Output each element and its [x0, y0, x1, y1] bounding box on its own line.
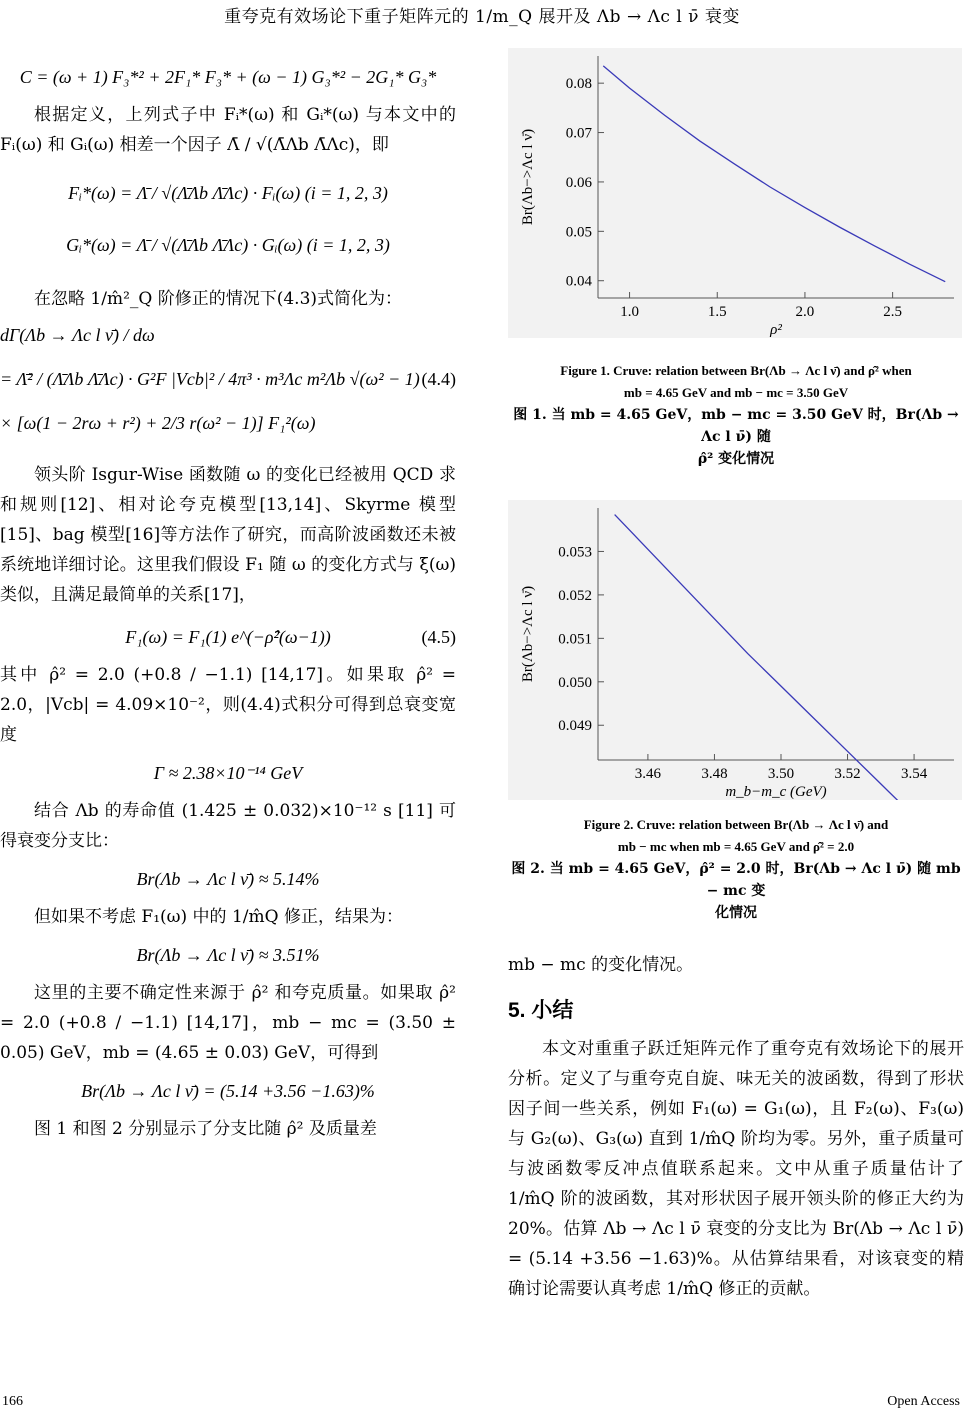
- chart-1-y-tick-label: 0.052: [558, 587, 592, 604]
- chart-0-x-tick-label: 2.5: [883, 304, 902, 320]
- chart-1-x-axis-label: m_b−m_c (GeV): [725, 784, 827, 800]
- chart-1-x-tick-label: 3.52: [834, 766, 861, 782]
- chart-1-y-tick-label: 0.050: [558, 674, 592, 691]
- equation-number-4-5: (4.5): [421, 627, 456, 647]
- figure-1-caption-en-line2: mb = 4.65 GeV and mb − mc = 3.50 GeV: [623, 385, 849, 400]
- equation-gamma: Γ ≈ 2.38×10⁻¹⁴ GeV: [153, 763, 303, 783]
- figure-1-plot: [508, 48, 962, 338]
- paragraph-isgur-wise: 领头阶 Isgur-Wise 函数随 ω 的变化已经被用 QCD 求和规则[12]、相对论夸克模型[13,14]、Skyrme 模型[15]、bag 模型[16]等方法作了研究，而高阶波函数还未被系统地详细讨论。这里我们假设 F₁ 随 ω 的变化方式与 ξ(ω) 类似，且满足最简单的关系[17]，: [0, 465, 456, 605]
- chart-1-x-tick-label: 3.54: [900, 766, 928, 782]
- figure-1-chart: [508, 48, 962, 338]
- chart-0-x-tick-label: 2.0: [795, 304, 815, 320]
- figure-1-caption-zh-line1: 图 1. 当 mb = 4.65 GeV，mb − mc = 3.50 GeV 时，Br(Λb → Λc l ν̄) 随: [513, 407, 959, 445]
- chart-0-y-tick-label: 0.08: [565, 76, 592, 93]
- equation-4-4-line1: dΓ(Λb → Λc l ν̄) / dω: [0, 325, 155, 345]
- equation-4-5: [0, 624, 456, 650]
- paragraph-lifetime: 结合 Λb 的寿命值 (1.425 ± 0.032)×10⁻¹² s [11] 可得衰变分支比：: [0, 801, 456, 851]
- equation-4-4-body: = Λ̄² / (Λ̄Λb Λ̄Λc) · G²F |Vcb|² / 4π³ · m³Λc m²Λb √(ω² − 1): [0, 369, 420, 389]
- figure-2-caption-zh-line2: 化情况: [715, 905, 757, 921]
- paragraph-uncertainty: 这里的主要不确定性来源于 ρ̂² 和夸克质量。如果取 ρ̂² = 2.0 (+0.8 / −1.1) [14,17]，mb − mc = (3.50 ± 0.05) GeV，mb = (4.65 ± 0.03) GeV，可得到: [0, 983, 456, 1063]
- figure-2-caption-zh-line1: 图 2. 当 mb = 4.65 GeV，ρ̂² = 2.0 时，Br(Λb → Λc l ν̄) 随 mb − mc 变: [511, 861, 961, 899]
- equation-branching-ratio-3: Br(Λb → Λc l ν̄) = (5.14 +3.56 −1.63)%: [81, 1081, 375, 1101]
- figure-2-chart: [508, 500, 962, 800]
- paragraph-figures: 图 1 和图 2 分别显示了分支比随 ρ̂² 及质量差: [34, 1119, 377, 1139]
- chart-0-y-tick-label: 0.06: [565, 174, 592, 191]
- chart-1-y-tick-label: 0.049: [558, 718, 592, 735]
- figure-1-caption-en-line1: Figure 1. Cruve: relation between Br(Λb → Λc l ν̄) and ρ̂² when: [560, 363, 912, 378]
- figure-2-plot: [508, 500, 962, 800]
- equation-c: C = (ω + 1) F₃*² + 2F₁* F₃* + (ω − 1) G₃*² − 2G₁* G₃*: [19, 67, 437, 87]
- chart-1-y-tick-label: 0.053: [558, 544, 592, 561]
- chart-1-x-tick-label: 3.48: [701, 766, 728, 782]
- paragraph-neglect: 在忽略 1/m̂²_Q 阶修正的情况下(4.3)式简化为：: [34, 289, 403, 309]
- paragraph-after-figures: mb − mc 的变化情况。: [508, 955, 694, 975]
- equation-f-star: Fᵢ*(ω) = Λ̄ / √(Λ̄Λb Λ̄Λc) · Fᵢ(ω) (i = 1, 2, 3): [68, 183, 388, 203]
- chart-0-y-tick-label: 0.07: [565, 125, 592, 142]
- section-title-summary: 5. 小结: [508, 999, 574, 1022]
- paragraph-summary: 本文对重重子跃迁矩阵元作了重夸克有效场论下的展开分析。定义了与重夸克自旋、味无关的波函数，得到了形状因子间一些关系，例如 F₁(ω) = G₁(ω)，且 F₂(ω)、F₃(ω) 与 G₂(ω)、G₃(ω) 直到 1/m̂Q 阶均为零。另外，重子质量可与波函数零反冲点值联系起来。文中从重子质量估计了 1/m̂Q 阶的波函数，其对形状因子展开领头阶的修正大约为 20%。估算 Λb → Λc l ν̄ 衰变的分支比为 Br(Λb → Λc l ν̄) = (5.14 +3.56 −1.63)%。从估算结果看，对该衰变的精确讨论需要认真考虑 1/m̂Q 修正的贡献。: [508, 1039, 964, 1299]
- equation-number-4-4: (4.4): [421, 369, 456, 389]
- equation-g-star: Gᵢ*(ω) = Λ̄ / √(Λ̄Λb Λ̄Λc) · Gᵢ(ω) (i = 1, 2, 3): [66, 235, 390, 255]
- journal-label: Open Access: [887, 1394, 960, 1409]
- chart-1-x-tick-label: 3.50: [767, 766, 795, 782]
- equation-4-4-line3: × [ω(1 − 2rω + r²) + 2/3 r(ω² − 1)] F₁²(ω): [0, 413, 316, 433]
- equation-4-4-line2: [0, 366, 456, 392]
- chart-0-x-axis-label: ρ²: [770, 322, 782, 338]
- equation-branching-ratio-2: Br(Λb → Λc l ν̄) ≈ 3.51%: [136, 945, 320, 965]
- page-number: 166: [2, 1394, 23, 1409]
- equation-branching-ratio-1: Br(Λb → Λc l ν̄) ≈ 5.14%: [136, 869, 320, 889]
- figure-1-caption-zh-line2: ρ̂² 变化情况: [697, 451, 775, 467]
- running-header: 重夸克有效场论下重子矩阵元的 1/m_Q 展开及 Λb → Λc l ν̄ 衰变: [224, 7, 740, 27]
- figure-2-caption-en-line2: mb − mc when mb = 4.65 GeV and ρ̂² = 2.0: [617, 839, 855, 854]
- chart-1-y-tick-label: 0.051: [558, 631, 592, 648]
- equation-4-5-body: F₁(ω) = F₁(1) e^(−ρ̂²(ω−1)): [125, 627, 331, 647]
- right-column: [508, 48, 964, 1310]
- chart-0-y-tick-label: 0.05: [565, 224, 592, 241]
- chart-0-y-tick-label: 0.04: [565, 273, 592, 290]
- chart-0-x-tick-label: 1.0: [620, 304, 639, 320]
- chart-0-y-axis-label: Br(Λb−>Λc l ν̄): [520, 128, 536, 226]
- paragraph-no-correction: 但如果不考虑 F₁(ω) 中的 1/m̂Q 修正，结果为：: [34, 907, 403, 927]
- paragraph-parameters: 其中 ρ̂² = 2.0 (+0.8 / −1.1) [14,17]。如果取 ρ̂² = 2.0，|Vcb| = 4.09×10⁻²，则(4.4)式积分可得到总衰变宽度: [0, 665, 456, 745]
- figure-2-caption-en-line1: Figure 2. Cruve: relation between Br(Λb → Λc l ν̄) and: [583, 817, 889, 832]
- chart-1-x-tick-label: 3.46: [634, 766, 662, 782]
- left-column: [0, 52, 456, 1150]
- chart-0-x-tick-label: 1.5: [707, 304, 727, 320]
- paragraph-definition: 根据定义，上列式子中 Fᵢ*(ω) 和 Gᵢ*(ω) 与本文中的 Fᵢ(ω) 和 Gᵢ(ω) 相差一个因子 Λ̄ / √(Λ̄Λb Λ̄Λc)，即: [0, 105, 456, 155]
- chart-1-y-axis-label: Br(Λb−>Λc l ν̄): [520, 585, 536, 683]
